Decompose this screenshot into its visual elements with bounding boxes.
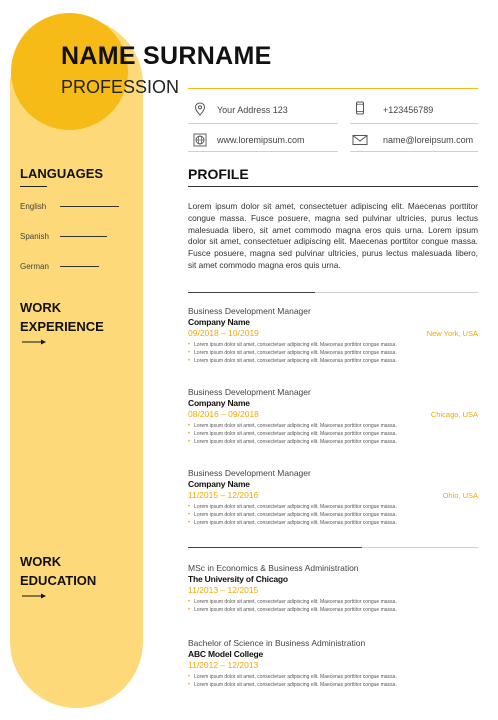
profile-text: Lorem ipsum dolor sit amet, consectetuer adipiscing elit. Maecenas porttitor congue massa. Fusce posuere, magna sed pulvinar ultricies, purus lectus malesuada libero, sit amet commodo magna eros quis urna. Lorem ipsum dolor sit amet, consectetuer adipiscing elit. Maecenas porttitor congue massa. Fusce posuere, magna sed pulvinar ultricies, purus lectus malesuada libero, sit amet commodo magna eros quis urna. xyxy=(188,201,478,270)
heading-line: WORK xyxy=(20,300,62,315)
list-item: • Lorem ipsum dolor sit amet, consectetuer adipiscing elit. Maecenas porttitor congue massa. xyxy=(188,431,478,439)
list-item: • Lorem ipsum dolor sit amet, consectetuer adipiscing elit. Maecenas porttitor congue massa. xyxy=(188,674,478,682)
languages-heading: LANGUAGES xyxy=(20,166,104,181)
education-heading xyxy=(20,552,96,590)
language-name: Spanish xyxy=(20,232,49,241)
arrow-right-icon xyxy=(22,592,46,600)
globe-icon xyxy=(193,133,207,147)
languages-underline xyxy=(20,186,47,187)
list-item: • Lorem ipsum dolor sit amet, consectetuer adipiscing elit. Maecenas porttitor congue massa. xyxy=(188,599,478,607)
company-name: Company Name xyxy=(188,317,250,327)
list-item: • Lorem ipsum dolor sit amet, consectetuer adipiscing elit. Maecenas porttitor congue massa. xyxy=(188,439,478,447)
heading-line: EXPERIENCE xyxy=(20,319,104,334)
language-name: German xyxy=(20,262,49,271)
language-level-bar xyxy=(60,266,99,267)
email-text: name@loreipsum.com xyxy=(383,135,474,145)
education-dates: 11/2013 – 12/2015 xyxy=(188,585,259,595)
contact-divider xyxy=(350,151,478,152)
header-divider xyxy=(188,88,478,89)
education-bullets xyxy=(188,599,478,615)
full-name: NAME SURNAME xyxy=(61,42,272,70)
job-bullets xyxy=(188,342,478,365)
arrow-right-icon xyxy=(22,338,46,346)
list-item: • Lorem ipsum dolor sit amet, consectetuer adipiscing elit. Maecenas porttitor congue massa. xyxy=(188,423,478,431)
job-location: Ohio, USA xyxy=(442,491,478,500)
phone-text: +123456789 xyxy=(383,105,434,115)
contact-divider xyxy=(188,123,338,124)
list-item: • Lorem ipsum dolor sit amet, consectetuer adipiscing elit. Maecenas porttitor congue massa. xyxy=(188,358,478,366)
education-bullets xyxy=(188,674,478,690)
location-pin-icon xyxy=(193,102,207,116)
list-item: • Lorem ipsum dolor sit amet, consectetuer adipiscing elit. Maecenas porttitor congue massa. xyxy=(188,504,478,512)
list-item: • Lorem ipsum dolor sit amet, consectetuer adipiscing elit. Maecenas porttitor congue massa. xyxy=(188,512,478,520)
website-text: www.loremipsum.com xyxy=(217,135,305,145)
profession: PROFESSION xyxy=(61,77,180,97)
institution-name: ABC Model College xyxy=(188,649,263,659)
contact-divider xyxy=(188,151,338,152)
section-divider xyxy=(188,547,362,548)
job-dates: 08/2016 – 09/2018 xyxy=(188,409,259,419)
list-item: • Lorem ipsum dolor sit amet, consectetuer adipiscing elit. Maecenas porttitor congue massa. xyxy=(188,607,478,615)
job-bullets xyxy=(188,423,478,446)
company-name: Company Name xyxy=(188,479,250,489)
header-circle xyxy=(11,13,128,130)
heading-line: EDUCATION xyxy=(20,573,97,588)
heading-line: WORK xyxy=(20,554,62,569)
education-dates: 11/2012 – 12/2013 xyxy=(188,660,259,670)
degree-title: Bachelor of Science in Business Administration xyxy=(188,638,366,648)
language-name: English xyxy=(20,202,47,211)
company-name: Company Name xyxy=(188,398,250,408)
profile-heading: PROFILE xyxy=(188,166,249,182)
contact-divider xyxy=(350,123,478,124)
job-dates: 11/2015 – 12/2016 xyxy=(188,490,259,500)
mail-icon xyxy=(352,133,368,147)
address-text: Your Address 123 xyxy=(217,105,288,115)
list-item: • Lorem ipsum dolor sit amet, consectetuer adipiscing elit. Maecenas porttitor congue massa. xyxy=(188,682,478,690)
job-title: Business Development Manager xyxy=(188,306,311,316)
job-location: New York, USA xyxy=(426,329,478,338)
list-item: • Lorem ipsum dolor sit amet, consectetuer adipiscing elit. Maecenas porttitor congue massa. xyxy=(188,342,478,350)
section-divider xyxy=(315,292,478,293)
job-dates: 09/2018 – 10/2019 xyxy=(188,328,259,338)
section-divider xyxy=(362,547,478,548)
institution-name: The University of Chicago xyxy=(188,574,288,584)
language-level-bar xyxy=(60,236,107,237)
work-experience-heading xyxy=(20,298,104,336)
job-bullets xyxy=(188,504,478,527)
job-location: Chicago, USA xyxy=(430,410,478,419)
phone-icon xyxy=(353,101,367,115)
job-title: Business Development Manager xyxy=(188,468,311,478)
list-item: • Lorem ipsum dolor sit amet, consectetuer adipiscing elit. Maecenas porttitor congue massa. xyxy=(188,350,478,358)
section-divider xyxy=(188,292,315,293)
degree-title: MSc in Economics & Business Administration xyxy=(188,563,359,573)
job-title: Business Development Manager xyxy=(188,387,311,397)
profile-underline xyxy=(188,186,478,187)
language-level-bar xyxy=(60,206,119,207)
list-item: • Lorem ipsum dolor sit amet, consectetuer adipiscing elit. Maecenas porttitor congue massa. xyxy=(188,520,478,528)
